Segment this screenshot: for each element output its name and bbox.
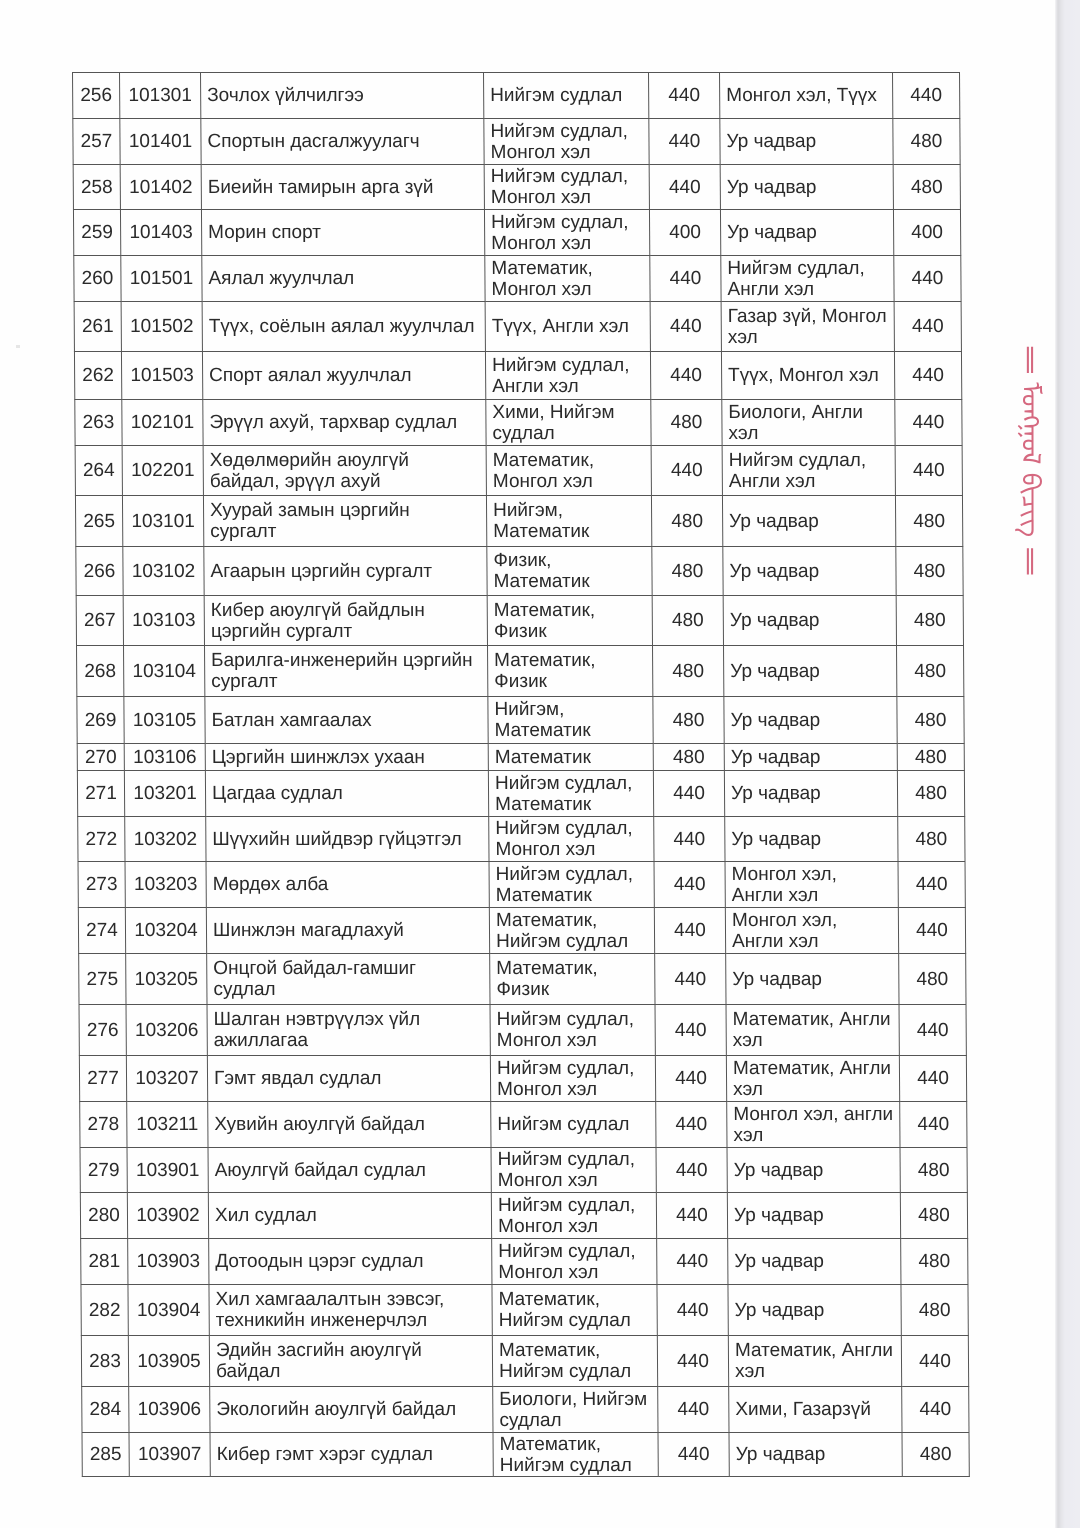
paper-speck	[16, 345, 20, 348]
secondary-threshold-cell: 480	[900, 1148, 967, 1193]
program-code-cell: 102201	[122, 446, 203, 496]
program-name-cell: Морин спорт	[201, 210, 484, 256]
secondary-subject-cell: Ур чадвар	[724, 646, 897, 697]
stamp-text: ‖ ᠮᠣᠩᠭᠣᠯ ᠪᠢᠴᠢᠭ ‖	[1015, 344, 1045, 576]
secondary-subject-cell: Математик, Англи хэл	[728, 1336, 901, 1387]
primary-threshold-cell: 440	[654, 862, 725, 908]
primary-subject-cell: Нийгэм судлал, Монгол хэл	[490, 1056, 655, 1102]
program-code-cell: 103904	[128, 1285, 209, 1336]
program-name-cell: Эдийн засгийн аюулгүй байдал	[209, 1336, 492, 1387]
primary-subject-cell: Нийгэм, Математик	[486, 496, 651, 547]
row-number-cell: 280	[80, 1193, 127, 1239]
secondary-subject-cell: Хими, Газарзүй	[729, 1387, 902, 1433]
primary-threshold-cell: 440	[649, 119, 720, 165]
program-name-cell: Түүх, соёлын аялал жуулчлал	[202, 302, 485, 352]
primary-threshold-cell: 400	[649, 210, 720, 256]
table-row	[77, 646, 964, 697]
row-number-cell: 274	[78, 908, 125, 954]
table-row	[76, 547, 963, 596]
secondary-threshold-cell: 480	[897, 646, 964, 697]
table-row	[82, 1433, 969, 1477]
primary-threshold-cell: 480	[652, 547, 723, 596]
program-code-cell: 103104	[124, 646, 205, 697]
program-code-cell: 103204	[125, 908, 206, 954]
program-name-cell: Хувийн аюулгүй байдал	[208, 1102, 491, 1148]
primary-subject-cell: Нийгэм, Математик	[488, 697, 653, 744]
table-row	[79, 1056, 966, 1102]
table-row	[77, 771, 964, 817]
program-code-cell: 103907	[129, 1433, 210, 1477]
secondary-subject-cell: Ур чадвар	[720, 119, 893, 165]
primary-subject-cell: Биологи, Нийгэм судлал	[493, 1387, 658, 1433]
primary-subject-cell: Нийгэм судлал, Монгол хэл	[490, 1005, 655, 1056]
secondary-threshold-cell: 440	[894, 302, 961, 352]
table-row	[76, 596, 963, 646]
primary-subject-cell: Нийгэм судлал, Монгол хэл	[484, 210, 649, 256]
program-name-cell: Спорт аялал жуулчлал	[202, 352, 485, 400]
row-number-cell: 262	[74, 352, 121, 400]
secondary-threshold-cell: 440	[893, 73, 960, 119]
program-name-cell: Биеийн тамирын арга зүй	[201, 165, 484, 210]
primary-threshold-cell: 440	[650, 352, 721, 400]
secondary-threshold-cell: 480	[893, 119, 960, 165]
primary-threshold-cell: 440	[656, 1148, 727, 1193]
program-name-cell: Цагдаа судлал	[205, 771, 488, 817]
secondary-threshold-cell: 440	[899, 1005, 966, 1056]
table-row	[78, 817, 965, 862]
program-requirements-table	[72, 72, 970, 1477]
primary-subject-cell: Математик, Нийгэм судлал	[493, 1433, 658, 1477]
primary-threshold-cell: 480	[651, 496, 722, 547]
secondary-subject-cell: Монгол хэл, Англи хэл	[725, 862, 898, 908]
secondary-threshold-cell: 440	[898, 908, 965, 954]
row-number-cell: 283	[81, 1336, 128, 1387]
secondary-subject-cell: Ур чадвар	[720, 165, 893, 210]
primary-subject-cell: Нийгэм судлал, Математик	[488, 771, 653, 817]
primary-threshold-cell: 440	[655, 954, 726, 1005]
row-number-cell: 276	[79, 1005, 126, 1056]
table-body	[73, 73, 970, 1477]
program-name-cell: Шүүхийн шийдвэр гүйцэтгэл	[206, 817, 489, 862]
secondary-subject-cell: Ур чадвар	[728, 1239, 901, 1285]
table-row	[81, 1239, 968, 1285]
row-number-cell: 277	[79, 1056, 126, 1102]
row-number-cell: 269	[77, 697, 124, 744]
red-script-stamp	[1010, 320, 1050, 600]
secondary-threshold-cell: 480	[893, 165, 960, 210]
program-name-cell: Батлан хамгаалах	[205, 697, 488, 744]
secondary-threshold-cell: 440	[895, 446, 962, 496]
secondary-threshold-cell: 480	[898, 817, 965, 862]
secondary-threshold-cell: 440	[898, 862, 965, 908]
program-code-cell: 103905	[128, 1336, 209, 1387]
secondary-subject-cell: Газар зүй, Монгол хэл	[721, 302, 894, 352]
program-name-cell: Зочлох үйлчилгээ	[201, 73, 484, 119]
primary-threshold-cell: 440	[655, 1056, 726, 1102]
table-row	[78, 862, 965, 908]
primary-threshold-cell: 440	[653, 771, 724, 817]
secondary-threshold-cell: 480	[901, 1285, 968, 1336]
secondary-threshold-cell: 480	[897, 744, 964, 771]
program-code-cell: 103206	[126, 1005, 207, 1056]
table-row	[81, 1336, 968, 1387]
program-code-cell: 103902	[127, 1193, 208, 1239]
secondary-subject-cell: Ур чадвар	[729, 1433, 902, 1477]
table-row	[73, 73, 960, 119]
primary-threshold-cell: 480	[652, 596, 723, 646]
primary-subject-cell: Математик	[488, 744, 653, 771]
program-code-cell: 103105	[124, 697, 205, 744]
primary-subject-cell: Нийгэм судлал, Математик	[489, 862, 654, 908]
primary-threshold-cell: 440	[657, 1336, 728, 1387]
page-edge-shadow	[1055, 0, 1080, 1528]
secondary-subject-cell: Нийгэм судлал, Англи хэл	[722, 446, 895, 496]
primary-subject-cell: Нийгэм судлал, Монгол хэл	[492, 1239, 657, 1285]
secondary-threshold-cell: 400	[893, 210, 960, 256]
secondary-threshold-cell: 440	[894, 256, 961, 302]
primary-subject-cell: Нийгэм судлал	[484, 73, 649, 119]
row-number-cell: 282	[81, 1285, 128, 1336]
program-name-cell: Кибер аюулгүй байдлын цэргийн сургалт	[204, 596, 487, 646]
table-row	[74, 302, 961, 352]
primary-threshold-cell: 440	[649, 165, 720, 210]
program-name-cell: Дотоодын цэрэг судлал	[209, 1239, 492, 1285]
program-name-cell: Кибер гэмт хэрэг судлал	[210, 1433, 493, 1477]
program-name-cell: Шалган нэвтрүүлэх үйл ажиллагаа	[207, 1005, 490, 1056]
secondary-subject-cell: Монгол хэл, Түүх	[720, 73, 893, 119]
program-name-cell: Спортын дасгалжуулагч	[201, 119, 484, 165]
secondary-subject-cell: Ур чадвар	[725, 817, 898, 862]
table-row	[79, 954, 966, 1005]
secondary-threshold-cell: 480	[902, 1433, 969, 1477]
program-code-cell: 103903	[128, 1239, 209, 1285]
secondary-subject-cell: Ур чадвар	[727, 1148, 900, 1193]
secondary-threshold-cell: 440	[895, 400, 962, 446]
primary-subject-cell: Математик, Монгол хэл	[486, 446, 651, 496]
secondary-subject-cell: Ур чадвар	[723, 547, 896, 596]
program-code-cell: 103205	[126, 954, 207, 1005]
program-name-cell: Аялал жуулчлал	[202, 256, 485, 302]
program-code-cell: 101403	[120, 210, 201, 256]
program-name-cell: Агаарын цэргийн сургалт	[204, 547, 487, 596]
table-row	[80, 1148, 967, 1193]
primary-subject-cell: Математик, Нийгэм судлал	[489, 908, 654, 954]
primary-threshold-cell: 440	[656, 1102, 727, 1148]
table-row	[79, 1005, 966, 1056]
program-name-cell: Барилга-инженерийн цэргийн сургалт	[205, 646, 488, 697]
primary-subject-cell: Нийгэм судлал	[491, 1102, 656, 1148]
table-row	[78, 908, 965, 954]
primary-threshold-cell: 440	[657, 1239, 728, 1285]
row-number-cell: 256	[73, 73, 120, 119]
secondary-subject-cell: Ур чадвар	[720, 210, 893, 256]
row-number-cell: 271	[77, 771, 124, 817]
row-number-cell: 284	[82, 1387, 129, 1433]
primary-subject-cell: Нийгэм судлал, Монгол хэл	[484, 119, 649, 165]
program-name-cell: Хил хамгаалалтын зэвсэг, техникийн инженерчлэл	[209, 1285, 492, 1336]
primary-threshold-cell: 440	[657, 1285, 728, 1336]
table-row	[77, 744, 964, 771]
secondary-threshold-cell: 440	[901, 1336, 968, 1387]
secondary-subject-cell: Ур чадвар	[726, 954, 899, 1005]
row-number-cell: 260	[74, 256, 121, 302]
primary-threshold-cell: 440	[654, 817, 725, 862]
secondary-subject-cell: Монгол хэл, англи хэл	[727, 1102, 900, 1148]
table-row	[77, 697, 964, 744]
row-number-cell: 258	[73, 165, 120, 210]
row-number-cell: 266	[76, 547, 123, 596]
primary-threshold-cell: 440	[654, 908, 725, 954]
primary-subject-cell: Математик, Физик	[487, 596, 652, 646]
row-number-cell: 259	[73, 210, 120, 256]
secondary-threshold-cell: 480	[895, 496, 962, 547]
program-name-cell: Экологийн аюулгүй байдал	[210, 1387, 493, 1433]
secondary-threshold-cell: 440	[902, 1387, 969, 1433]
program-code-cell: 103103	[123, 596, 204, 646]
primary-subject-cell: Математик, Физик	[488, 646, 653, 697]
program-code-cell: 103101	[122, 496, 203, 547]
program-code-cell: 101402	[120, 165, 201, 210]
primary-threshold-cell: 480	[653, 697, 724, 744]
primary-threshold-cell: 440	[649, 73, 720, 119]
secondary-threshold-cell: 480	[899, 954, 966, 1005]
primary-threshold-cell: 440	[656, 1193, 727, 1239]
row-number-cell: 267	[76, 596, 123, 646]
program-code-cell: 103211	[127, 1102, 208, 1148]
secondary-threshold-cell: 480	[900, 1193, 967, 1239]
table-row	[73, 210, 960, 256]
row-number-cell: 285	[82, 1433, 129, 1477]
primary-threshold-cell: 440	[650, 256, 721, 302]
row-number-cell: 268	[77, 646, 124, 697]
table-row	[82, 1387, 969, 1433]
program-code-cell: 101503	[121, 352, 202, 400]
table-row	[75, 400, 962, 446]
program-name-cell: Хил судлал	[208, 1193, 491, 1239]
primary-threshold-cell: 440	[655, 1005, 726, 1056]
row-number-cell: 279	[80, 1148, 127, 1193]
secondary-threshold-cell: 440	[900, 1102, 967, 1148]
row-number-cell: 272	[78, 817, 125, 862]
row-number-cell: 257	[73, 119, 120, 165]
table-row	[73, 165, 960, 210]
program-code-cell: 103202	[125, 817, 206, 862]
secondary-subject-cell: Биологи, Англи хэл	[722, 400, 895, 446]
row-number-cell: 278	[80, 1102, 127, 1148]
primary-subject-cell: Математик, Монгол хэл	[485, 256, 650, 302]
primary-threshold-cell: 440	[658, 1387, 729, 1433]
program-name-cell: Мөрдөх алба	[206, 862, 489, 908]
primary-threshold-cell: 480	[651, 400, 722, 446]
primary-subject-cell: Математик, Нийгэм судлал	[492, 1285, 657, 1336]
program-code-cell: 101501	[121, 256, 202, 302]
program-code-cell: 103207	[126, 1056, 207, 1102]
primary-subject-cell: Нийгэм судлал, Монгол хэл	[484, 165, 649, 210]
row-number-cell: 281	[81, 1239, 128, 1285]
program-code-cell: 102101	[122, 400, 203, 446]
primary-subject-cell: Хими, Нийгэм судлал	[486, 400, 651, 446]
program-name-cell: Цэргийн шинжлэх ухаан	[205, 744, 488, 771]
program-code-cell: 103203	[125, 862, 206, 908]
table-row	[80, 1102, 967, 1148]
program-code-cell: 103102	[123, 547, 204, 596]
secondary-threshold-cell: 480	[896, 547, 963, 596]
row-number-cell: 273	[78, 862, 125, 908]
program-name-cell: Хуурай замын цэргийн сургалт	[203, 496, 486, 547]
program-name-cell: Онцгой байдал-гамшиг судлал	[207, 954, 490, 1005]
primary-threshold-cell: 440	[650, 302, 721, 352]
program-code-cell: 101502	[121, 302, 202, 352]
primary-subject-cell: Математик, Нийгэм судлал	[492, 1336, 657, 1387]
secondary-subject-cell: Монгол хэл, Англи хэл	[725, 908, 898, 954]
table-row	[73, 119, 960, 165]
primary-subject-cell: Нийгэм судлал, Монгол хэл	[491, 1148, 656, 1193]
secondary-threshold-cell: 480	[897, 771, 964, 817]
row-number-cell: 264	[75, 446, 122, 496]
primary-subject-cell: Нийгэм судлал, Монгол хэл	[489, 817, 654, 862]
table-row	[74, 256, 961, 302]
secondary-threshold-cell: 480	[897, 697, 964, 744]
secondary-subject-cell: Ур чадвар	[724, 697, 897, 744]
primary-subject-cell: Нийгэм судлал, Монгол хэл	[491, 1193, 656, 1239]
program-code-cell: 103901	[127, 1148, 208, 1193]
row-number-cell: 261	[74, 302, 121, 352]
secondary-threshold-cell: 440	[899, 1056, 966, 1102]
row-number-cell: 275	[79, 954, 126, 1005]
secondary-threshold-cell: 440	[894, 352, 961, 400]
row-number-cell: 270	[77, 744, 124, 771]
table-row	[74, 352, 961, 400]
primary-threshold-cell: 440	[651, 446, 722, 496]
table-row	[80, 1193, 967, 1239]
table-row	[75, 496, 962, 547]
secondary-subject-cell: Математик, Англи хэл	[726, 1056, 899, 1102]
primary-subject-cell: Математик, Физик	[490, 954, 655, 1005]
row-number-cell: 265	[75, 496, 122, 547]
program-name-cell: Гэмт явдал судлал	[207, 1056, 490, 1102]
primary-subject-cell: Физик, Математик	[487, 547, 652, 596]
program-name-cell: Шинжлэн магадлахуй	[206, 908, 489, 954]
secondary-subject-cell: Ур чадвар	[724, 744, 897, 771]
program-code-cell: 103106	[124, 744, 205, 771]
primary-threshold-cell: 440	[658, 1433, 729, 1477]
program-code-cell: 101401	[120, 119, 201, 165]
secondary-subject-cell: Ур чадвар	[723, 596, 896, 646]
secondary-subject-cell: Түүх, Монгол хэл	[721, 352, 894, 400]
secondary-subject-cell: Математик, Англи хэл	[726, 1005, 899, 1056]
program-name-cell: Хөдөлмөрийн аюулгүй байдал, эрүүл ахуй	[203, 446, 486, 496]
secondary-subject-cell: Ур чадвар	[722, 496, 895, 547]
program-code-cell: 101301	[120, 73, 201, 119]
primary-threshold-cell: 480	[653, 646, 724, 697]
row-number-cell: 263	[75, 400, 122, 446]
primary-threshold-cell: 480	[653, 744, 724, 771]
program-code-cell: 103906	[129, 1387, 210, 1433]
secondary-threshold-cell: 480	[901, 1239, 968, 1285]
primary-subject-cell: Түүх, Англи хэл	[485, 302, 650, 352]
secondary-subject-cell: Ур чадвар	[727, 1193, 900, 1239]
program-name-cell: Эрүүл ахуй, тархвар судлал	[203, 400, 486, 446]
table-row	[75, 446, 962, 496]
secondary-threshold-cell: 480	[896, 596, 963, 646]
primary-subject-cell: Нийгэм судлал, Англи хэл	[485, 352, 650, 400]
table-row	[81, 1285, 968, 1336]
program-name-cell: Аюулгүй байдал судлал	[208, 1148, 491, 1193]
secondary-subject-cell: Нийгэм судлал, Англи хэл	[721, 256, 894, 302]
program-code-cell: 103201	[124, 771, 205, 817]
secondary-subject-cell: Ур чадвар	[728, 1285, 901, 1336]
secondary-subject-cell: Ур чадвар	[724, 771, 897, 817]
